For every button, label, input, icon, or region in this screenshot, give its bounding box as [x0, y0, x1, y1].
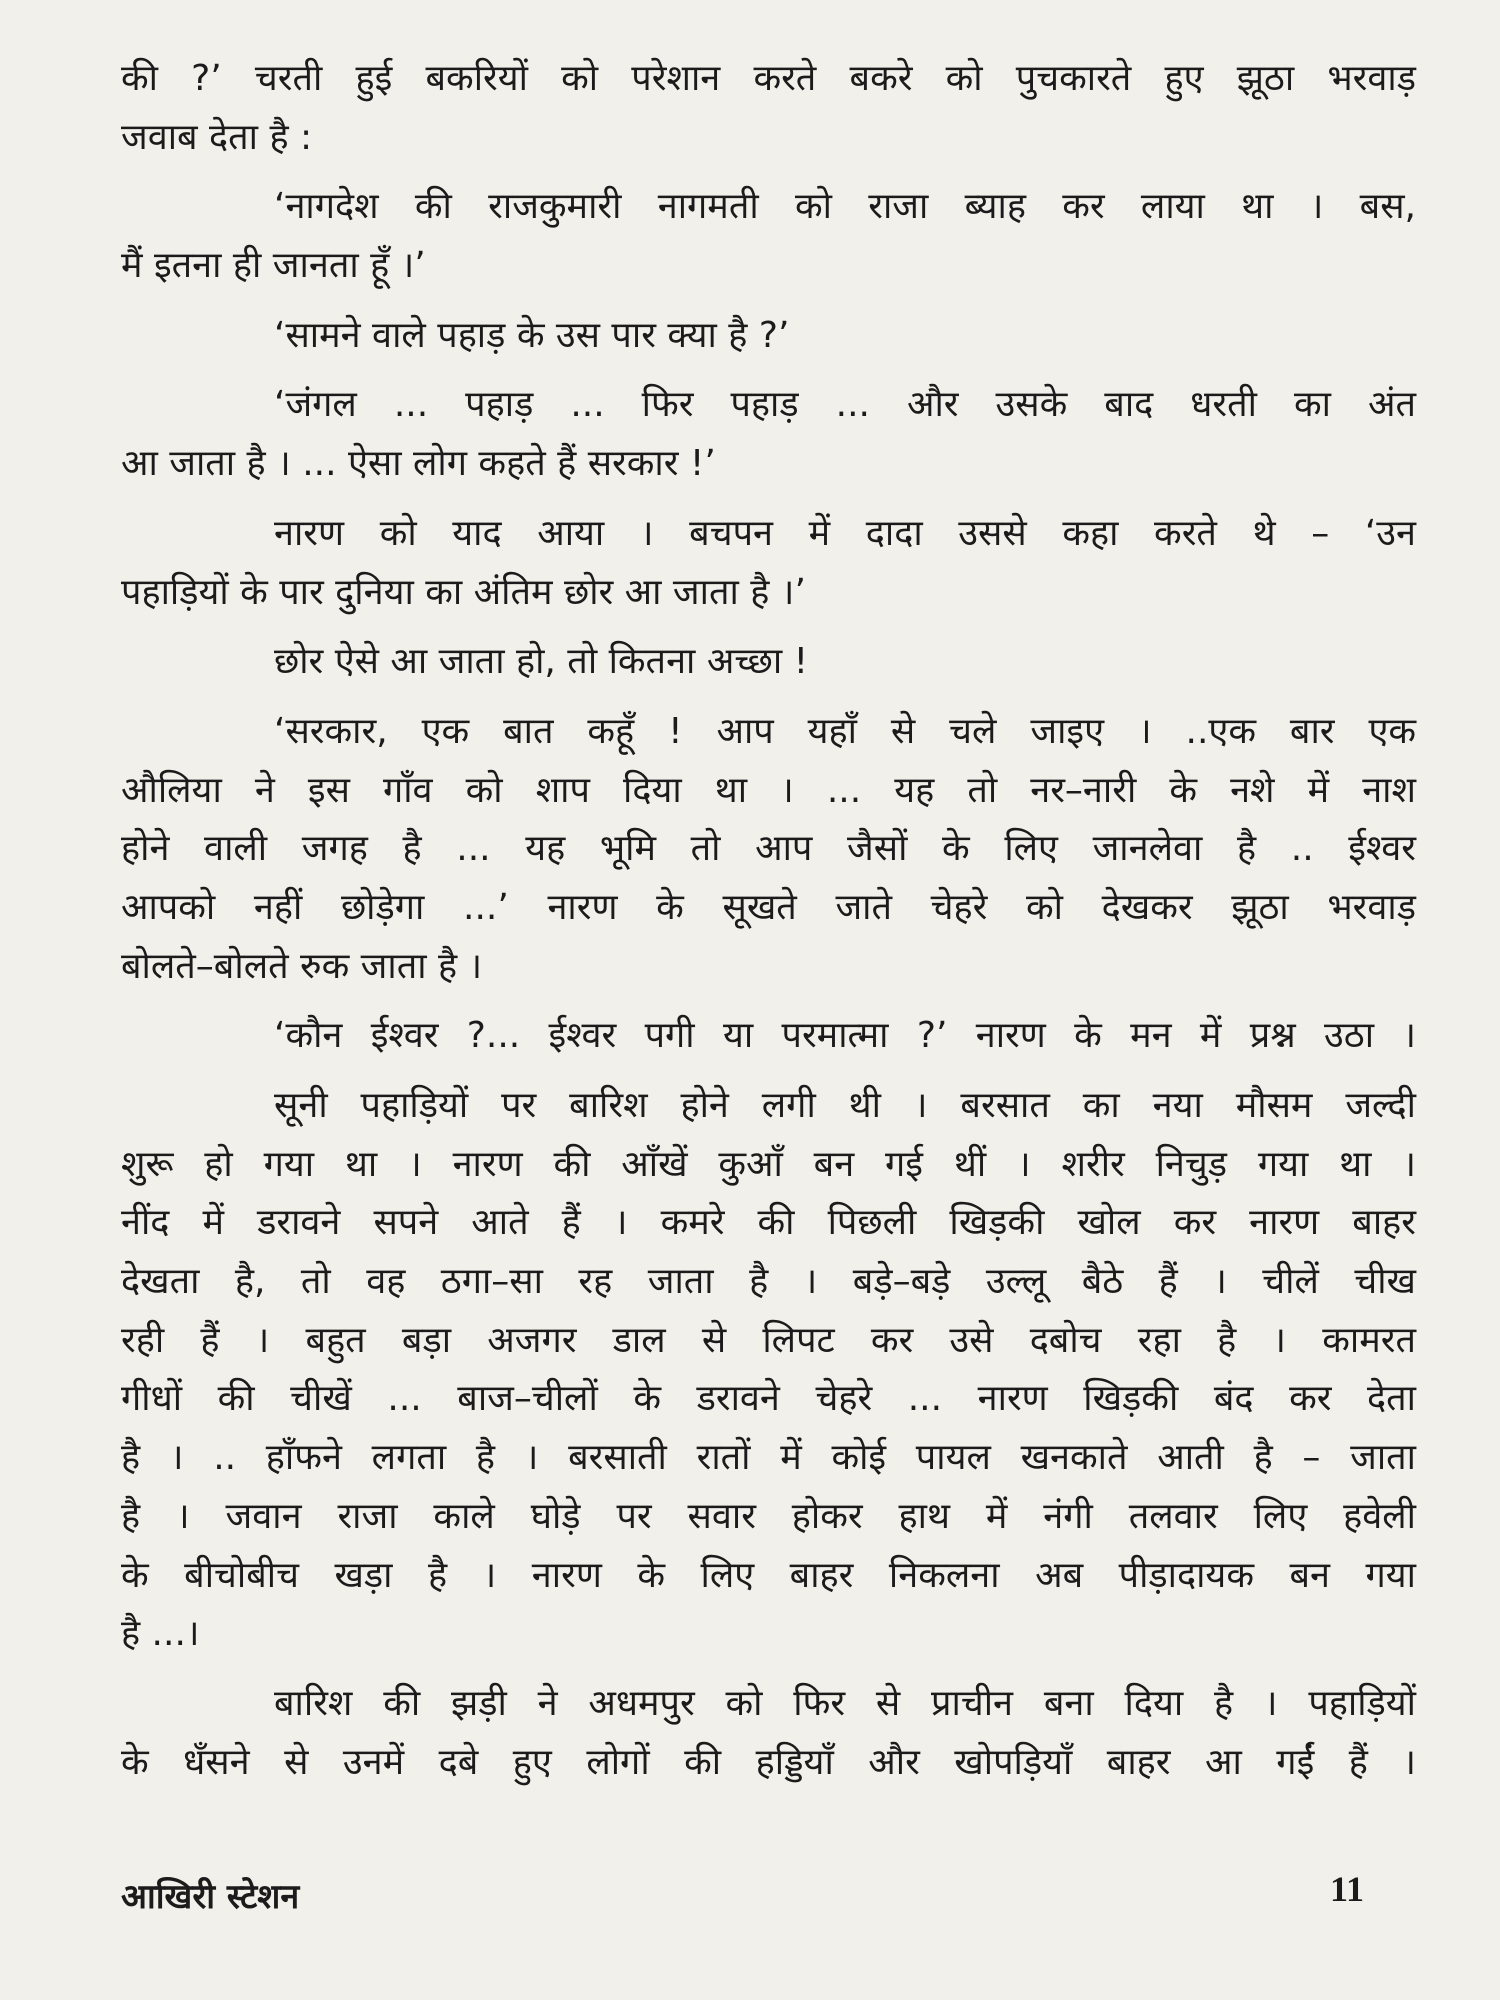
paragraph — [121, 307, 1416, 366]
page-body — [121, 50, 1416, 1803]
text-line: जवाब देता है : — [121, 116, 313, 158]
paragraph — [121, 703, 1416, 996]
page-number: 11 — [1330, 1869, 1365, 1909]
text-line: के बीचोबीच खड़ा है । नारण के लिए बाहर निकलना अब पीड़ादायक बन गया — [121, 1554, 1416, 1596]
text-line: के धँसने से उनमें दबे हुए लोगों की हड्डियाँ और खोपड़ियाँ बाहर आ गईं हैं । — [121, 1741, 1416, 1783]
footer-book-title: आखिरी स्टेशन — [121, 1877, 300, 1917]
paragraph — [121, 1007, 1416, 1066]
text-line: रही हैं । बहुत बड़ा अजगर डाल से लिपट कर उसे दबोच रहा है । कामरत — [121, 1319, 1416, 1361]
text-line: नारण को याद आया । बचपन में दादा उससे कहा करते थे – ‘उन — [274, 512, 1416, 554]
paragraph — [121, 1077, 1416, 1664]
text-line: पहाड़ियों के पार दुनिया का अंतिम छोर आ जाता है ।’ — [121, 571, 806, 613]
text-line: नींद में डरावने सपने आते हैं । कमरे की पिछली खिड़की खोल कर नारण बाहर — [121, 1202, 1416, 1244]
text-line: है । जवान राजा काले घोड़े पर सवार होकर हाथ में नंगी तलवार लिए हवेली — [121, 1495, 1416, 1537]
text-line: ‘जंगल ... पहाड़ ... फिर पहाड़ ... और उसके बाद धरती का अंत — [274, 384, 1416, 426]
text-line: की ?’ चरती हुई बकरियों को परेशान करते बकरे को पुचकारते हुए झूठा भरवाड़ — [121, 58, 1416, 99]
paragraph — [121, 633, 1416, 692]
text-line: देखता है, तो वह ठगा–सा रह जाता है । बड़े–बड़े उल्लू बैठे हैं । चीलें चीख — [121, 1261, 1416, 1303]
paragraph — [121, 1675, 1416, 1792]
text-line: बोलते–बोलते रुक जाता है । — [121, 945, 483, 987]
text-line: ‘सरकार, एक बात कहूँ ! आप यहाँ से चले जाइए । ..एक बार एक — [274, 710, 1416, 752]
text-line: आपको नहीं छोड़ेगा ...’ नारण के सूखते जाते चेहरे को देखकर झूठा भरवाड़ — [121, 886, 1416, 928]
text-line: होने वाली जगह है ... यह भूमि तो आप जैसों के लिए जानलेवा है .. ईश्वर — [121, 828, 1416, 870]
text-line: है ...। — [121, 1613, 200, 1655]
text-line: औलिया ने इस गाँव को शाप दिया था । ... यह तो नर–नारी के नशे में नाश — [121, 769, 1416, 811]
text-line: सूनी पहाड़ियों पर बारिश होने लगी थी । बरसात का नया मौसम जल्दी — [274, 1085, 1416, 1126]
text-line: मैं इतना ही जानता हूँ ।’ — [121, 245, 426, 287]
paragraph — [121, 50, 1416, 167]
paragraph — [121, 178, 1416, 295]
text-line: शुरू हो गया था । नारण की आँखें कुआँ बन गई थीं । शरीर निचुड़ गया था । — [121, 1143, 1416, 1185]
paragraph — [121, 505, 1416, 622]
paragraph — [121, 376, 1416, 493]
text-line: ‘सामने वाले पहाड़ के उस पार क्या है ?’ — [274, 314, 790, 356]
text-line: ‘नागदेश की राजकुमारी नागमती को राजा ब्याह कर लाया था । बस, — [274, 186, 1416, 228]
text-line: छोर ऐसे आ जाता हो, तो कितना अच्छा ! — [274, 641, 809, 683]
text-line: बारिश की झड़ी ने अधमपुर को फिर से प्राचीन बना दिया है । पहाड़ियों — [274, 1682, 1416, 1724]
text-line: गीधों की चीखें ... बाज–चीलों के डरावने चेहरे ... नारण खिड़की बंद कर देता — [121, 1378, 1416, 1420]
text-line: आ जाता है । ... ऐसा लोग कहते हैं सरकार !’ — [121, 443, 716, 485]
text-line: ‘कौन ईश्वर ?... ईश्वर पगी या परमात्मा ?’ नारण के मन में प्रश्न उठा । — [274, 1015, 1417, 1057]
text-line: है । .. हाँफने लगता है । बरसाती रातों में कोई पायल खनकाते आती है – जाता — [121, 1437, 1416, 1479]
